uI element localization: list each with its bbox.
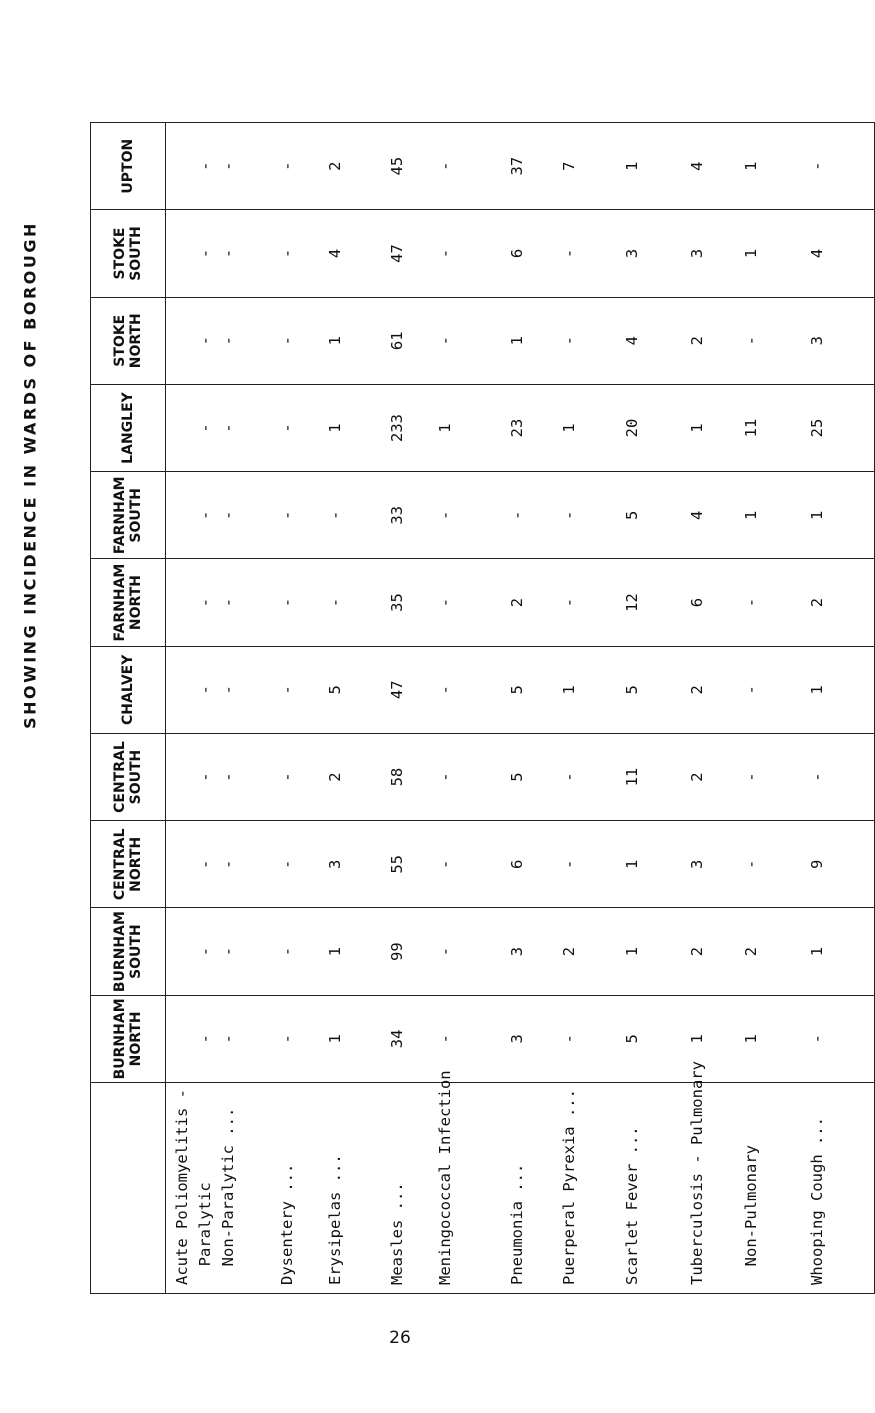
ward-header: LANGLEY: [91, 384, 166, 471]
table-cell: 35: [388, 593, 406, 612]
page-title-area: [0, 0, 60, 1413]
corner-cell: [91, 1083, 166, 1294]
table-cell: -: [808, 772, 826, 782]
table-cell: 25: [808, 418, 826, 438]
table-cell: -: [742, 772, 760, 782]
table-cell: 1: [808, 510, 826, 520]
header-row: [91, 123, 166, 1294]
table-cell: 11: [623, 767, 641, 787]
table-cell: 5: [623, 685, 641, 695]
table-cell: -: [436, 946, 454, 957]
row-label: Whooping Cough ...: [808, 1117, 826, 1285]
table-cell: 7: [560, 161, 578, 171]
table-cell: -: [436, 336, 454, 346]
table-cell: -: [219, 859, 237, 870]
table-cell: 3: [508, 946, 526, 957]
table-cell: 2: [508, 597, 526, 608]
table-cell: -: [326, 597, 344, 608]
table-cell: 3: [688, 248, 706, 259]
table-cell: 9: [808, 859, 826, 870]
table-cell: 1: [808, 946, 826, 957]
incidence-table: [90, 122, 875, 1294]
table-cell: -: [742, 685, 760, 695]
table-cell: 2: [808, 597, 826, 608]
table-cell: 3: [808, 336, 826, 346]
ward-header: FARNHAM SOUTH: [91, 472, 166, 559]
row-label: Measles ...: [388, 1182, 406, 1285]
table-cell: -: [436, 248, 454, 259]
table-cell: 37: [508, 156, 526, 176]
table-cell: -: [278, 859, 296, 870]
row-label: Puerperal Pyrexia ...: [560, 1089, 578, 1285]
ward-header: CENTRAL NORTH: [91, 821, 166, 908]
table-cell: 1: [326, 423, 344, 433]
table-cell: -: [278, 946, 296, 957]
table-cell: 5: [508, 772, 526, 782]
ward-values-cell: [166, 210, 875, 297]
table-cell: 2: [688, 336, 706, 346]
table-cell: -: [278, 510, 296, 520]
ward-values-cell: [166, 123, 875, 210]
table-cell: 47: [388, 244, 406, 263]
table-cell: -: [278, 336, 296, 346]
table-cell: 5: [623, 1034, 641, 1044]
table-cell: 3: [688, 859, 706, 870]
table-cell: 1: [623, 859, 641, 870]
table-cell: -: [560, 1034, 578, 1044]
table-cell: 1: [742, 510, 760, 520]
row-label: Dysentery ...: [278, 1163, 296, 1285]
table-cell: -: [278, 597, 296, 608]
table-cell: 1: [808, 685, 826, 695]
table-cell: 2: [326, 772, 344, 782]
table-cell: 1: [436, 423, 454, 433]
ward-values-cell: [166, 995, 875, 1082]
table-cell: 1: [623, 946, 641, 957]
table-cell: 1: [688, 1034, 706, 1044]
table-cell: 4: [623, 336, 641, 346]
table-cell: 233: [388, 414, 406, 443]
table-cell: -: [196, 161, 214, 171]
body-row: [166, 123, 875, 1294]
table-cell: -: [278, 423, 296, 433]
table-cell: 5: [326, 685, 344, 695]
table-cell: -: [219, 685, 237, 695]
ward-values-cell: [166, 559, 875, 646]
table-cell: 2: [688, 685, 706, 695]
table-cell: -: [436, 772, 454, 782]
table-cell: 2: [326, 161, 344, 171]
ward-values-cell: [166, 384, 875, 471]
table-cell: 6: [688, 597, 706, 608]
row-label: Non-Paralytic ...: [219, 1107, 237, 1285]
ward-values-cell: [166, 908, 875, 995]
table-cell: 4: [688, 161, 706, 171]
table-cell: -: [196, 248, 214, 259]
table-cell: 2: [688, 946, 706, 957]
table-cell: 3: [623, 248, 641, 259]
table-cell: -: [742, 597, 760, 608]
table-cell: 45: [388, 156, 406, 176]
table-cell: -: [560, 336, 578, 346]
table-cell: 3: [508, 1034, 526, 1044]
table-cell: -: [219, 946, 237, 957]
table-cell: -: [219, 772, 237, 782]
table-cell: -: [219, 248, 237, 259]
ward-header: BURNHAM NORTH: [91, 995, 166, 1082]
table-cell: 2: [742, 946, 760, 957]
ward-values-cell: [166, 646, 875, 733]
table-cell: 1: [326, 336, 344, 346]
table-cell: -: [278, 772, 296, 782]
table-cell: -: [196, 510, 214, 520]
table-cell: -: [219, 336, 237, 346]
rotated-table-container: [90, 122, 875, 1294]
row-label: Paralytic: [196, 1182, 214, 1285]
table-cell: -: [808, 161, 826, 171]
table-cell: -: [196, 597, 214, 608]
ward-header: UPTON: [91, 123, 166, 210]
ward-header: FARNHAM NORTH: [91, 559, 166, 646]
row-label: Meningococcal Infection: [436, 1070, 454, 1285]
row-labels-cell: [166, 1061, 875, 1294]
table-cell: 1: [623, 161, 641, 171]
table-cell: 2: [560, 946, 578, 957]
ward-values-cell: [166, 297, 875, 384]
table-cell: -: [219, 161, 237, 171]
table-cell: 58: [388, 767, 406, 787]
table-cell: -: [560, 859, 578, 870]
table-cell: 2: [688, 772, 706, 782]
table-cell: -: [436, 1034, 454, 1044]
table-cell: -: [436, 161, 454, 171]
table-cell: -: [278, 248, 296, 259]
table-cell: 20: [623, 418, 641, 438]
table-cell: -: [196, 772, 214, 782]
table-cell: -: [436, 859, 454, 870]
table-cell: 61: [388, 331, 406, 351]
table-cell: -: [508, 510, 526, 520]
table-cell: -: [196, 685, 214, 695]
table-cell: -: [742, 336, 760, 346]
ward-header: STOKE NORTH: [91, 297, 166, 384]
table-cell: -: [326, 510, 344, 520]
table-cell: 1: [742, 248, 760, 259]
page-number: 26: [389, 1328, 411, 1348]
table-cell: 5: [623, 510, 641, 520]
table-cell: -: [560, 772, 578, 782]
table-cell: -: [219, 597, 237, 608]
ward-header: CHALVEY: [91, 646, 166, 733]
table-cell: 11: [742, 418, 760, 438]
table-cell: 34: [388, 1029, 406, 1049]
table-cell: 1: [508, 336, 526, 346]
table-cell: 4: [688, 510, 706, 520]
table-cell: 6: [508, 248, 526, 259]
table-cell: 1: [560, 685, 578, 695]
ward-header: BURNHAM SOUTH: [91, 908, 166, 995]
table-cell: 55: [388, 855, 406, 874]
table-cell: -: [219, 423, 237, 433]
table-cell: 4: [808, 248, 826, 259]
table-cell: 1: [560, 423, 578, 433]
row-label: Acute Poliomyelitis -: [173, 1089, 191, 1285]
table-cell: 1: [326, 946, 344, 957]
row-label: Erysipelas ...: [326, 1154, 344, 1285]
table-cell: -: [560, 597, 578, 608]
table-cell: 1: [742, 1034, 760, 1044]
table-cell: -: [560, 248, 578, 259]
ward-values-cell: [166, 733, 875, 820]
table-cell: -: [560, 510, 578, 520]
table-cell: -: [196, 1034, 214, 1044]
row-label: Tuberculosis - Pulmonary: [688, 1061, 706, 1285]
table-cell: 5: [508, 685, 526, 695]
table-cell: -: [808, 1034, 826, 1044]
table-cell: -: [742, 859, 760, 870]
table-cell: -: [436, 597, 454, 608]
ward-header: CENTRAL SOUTH: [91, 733, 166, 820]
row-label: Scarlet Fever ...: [623, 1126, 641, 1285]
table-cell: 3: [326, 859, 344, 870]
table-cell: -: [196, 859, 214, 870]
table-cell: 12: [623, 593, 641, 612]
table-cell: -: [196, 336, 214, 346]
table-cell: -: [278, 161, 296, 171]
table-cell: -: [196, 946, 214, 957]
table-cell: 23: [508, 418, 526, 438]
table-cell: -: [219, 510, 237, 520]
table-cell: -: [196, 423, 214, 433]
ward-header: STOKE SOUTH: [91, 210, 166, 297]
table-cell: 4: [326, 248, 344, 259]
table-cell: -: [219, 1034, 237, 1044]
table-cell: 6: [508, 859, 526, 870]
table-cell: 1: [688, 423, 706, 433]
table-cell: -: [436, 685, 454, 695]
table-cell: 1: [742, 161, 760, 171]
page-title: SHOWING INCIDENCE IN WARDS OF BOROUGH: [20, 221, 40, 729]
ward-values-cell: [166, 821, 875, 908]
table-cell: -: [278, 685, 296, 695]
table-cell: 47: [388, 680, 406, 700]
table-cell: 99: [388, 942, 406, 961]
table-cell: -: [436, 510, 454, 520]
row-label: Pneumonia ...: [508, 1163, 526, 1285]
row-label: Non-Pulmonary: [742, 1145, 760, 1285]
table-cell: -: [278, 1034, 296, 1044]
table-cell: 33: [388, 505, 406, 525]
table-cell: 1: [326, 1034, 344, 1044]
ward-values-cell: [166, 472, 875, 559]
